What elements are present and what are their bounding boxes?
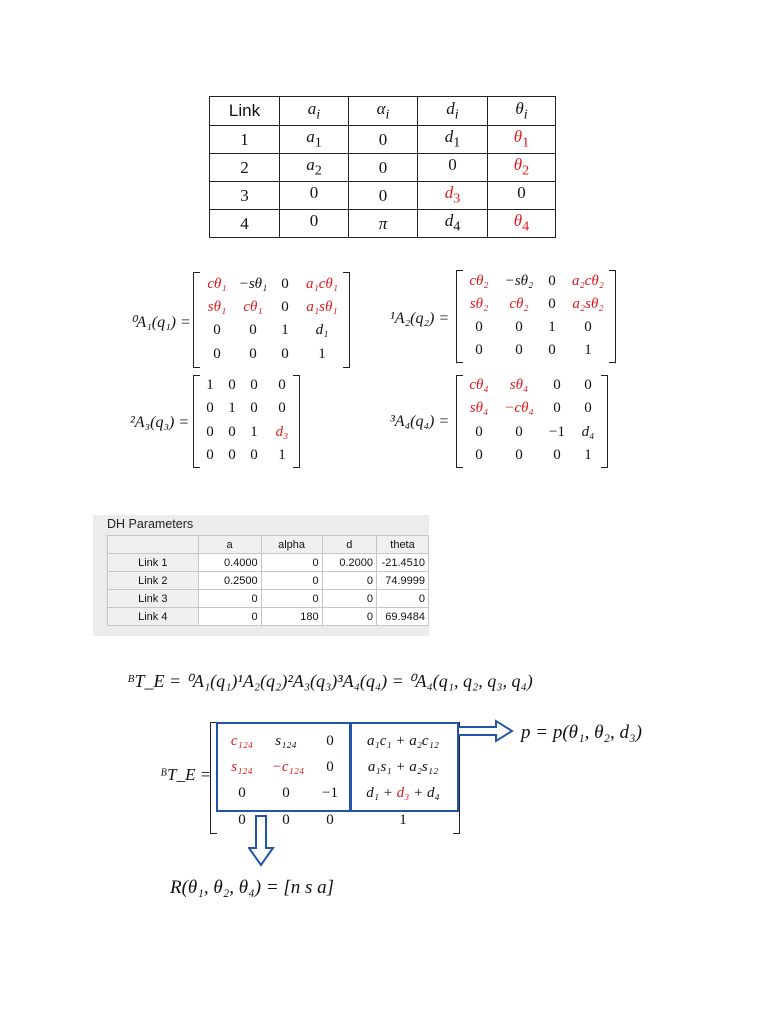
matrix-cell: 0 — [515, 424, 523, 440]
matrix-cell: sθ₁ — [207, 299, 227, 315]
table-cell[interactable]: 69.9484 — [377, 608, 429, 626]
matrix-cell: 0 — [250, 400, 258, 416]
matrix-cell: 0 — [515, 319, 523, 335]
table-header-row — [108, 536, 429, 554]
matrix-a2 — [456, 270, 616, 363]
table-cell[interactable]: 0 — [198, 590, 261, 608]
matrix-cell: a₂sθ₂ — [572, 296, 604, 312]
table-row — [108, 590, 429, 608]
matrix-cell: 0 — [249, 322, 257, 338]
matrix-cell: 0 — [278, 400, 286, 416]
matrix-cell: cθ₁ — [207, 276, 227, 292]
matrix-cell: 0 — [213, 346, 221, 362]
matrix-cell: −sθ₁ — [238, 276, 268, 292]
col-header[interactable]: theta — [377, 536, 429, 554]
matrix-cell: 0 — [281, 276, 289, 292]
cell-link: 3 — [210, 182, 280, 210]
matrix-cell: 1 — [250, 424, 258, 440]
matrix-cell: a₁cθ₁ — [306, 276, 338, 292]
cell-d: 0 — [418, 154, 488, 182]
cell-link: 4 — [210, 210, 280, 238]
panel-title: DH Parameters — [107, 517, 194, 531]
matrix-cell: −1 — [322, 785, 338, 801]
matrix-cell: 1 — [278, 447, 286, 463]
col-header-a: $a_i$ — [280, 97, 349, 126]
matrix-cell: s₁₂₄ — [231, 759, 253, 775]
matrix-a3 — [193, 375, 300, 468]
dh-parameters-table — [107, 535, 429, 626]
matrix-cell: cθ₄ — [469, 377, 489, 393]
table-row — [108, 572, 429, 590]
col-header-alpha: $\alpha_i$ — [349, 97, 418, 126]
matrix-cell: 0 — [249, 346, 257, 362]
table-cell[interactable]: 0 — [322, 572, 376, 590]
row-header[interactable]: Link 4 — [108, 608, 199, 626]
matrix-cell: 0 — [228, 377, 236, 393]
matrix-cell: 1 — [584, 342, 592, 358]
matrix-cell: cθ₂ — [469, 273, 489, 289]
col-header-theta: $\theta_i$ — [488, 97, 556, 126]
row-header[interactable]: Link 1 — [108, 554, 199, 572]
matrix-cell: 0 — [206, 400, 214, 416]
col-header-link: Link — [210, 97, 280, 126]
matrix-cell: 0 — [282, 785, 290, 801]
table-cell[interactable]: 0 — [377, 590, 429, 608]
matrix-cell: a₁sθ₁ — [306, 299, 338, 315]
matrix-a4 — [456, 375, 608, 468]
position-cell: d₁ + d₃ + d₄ — [366, 785, 440, 801]
matrix-cell: 0 — [326, 812, 334, 828]
table-row — [108, 554, 429, 572]
cell-alpha: 0 — [349, 182, 418, 210]
matrix-cell: d₄ — [581, 424, 595, 440]
dh-symbolic-table — [209, 96, 556, 238]
matrix-cell: 0 — [548, 342, 556, 358]
matrix-a2-label: ¹A₂(q₂) = — [390, 310, 450, 327]
table-cell[interactable]: 0.4000 — [198, 554, 261, 572]
cell-link: 2 — [210, 154, 280, 182]
row-header[interactable]: Link 2 — [108, 572, 199, 590]
matrix-cell: cθ₁ — [243, 299, 263, 315]
col-header-d: $d_i$ — [418, 97, 488, 126]
table-cell[interactable]: 74.9999 — [377, 572, 429, 590]
col-header[interactable]: a — [198, 536, 261, 554]
cell-a: $a_1$ — [280, 126, 349, 154]
cell-d: $d_4$ — [418, 210, 488, 238]
matrix-cell: c₁₂₄ — [230, 733, 254, 749]
position-cell: a₁s₁ + a₂s₁₂ — [367, 759, 439, 775]
matrix-cell: 0 — [584, 319, 592, 335]
matrix-cell: 0 — [281, 346, 289, 362]
matrix-cell: 0 — [548, 296, 556, 312]
table-cell[interactable]: 0 — [261, 554, 322, 572]
cell-theta: $\theta_2$ — [488, 154, 556, 182]
matrix-cell: 0 — [475, 319, 483, 335]
cell-alpha: 0 — [349, 154, 418, 182]
position-equation: p = p(θ₁, θ₂, d₃) — [521, 722, 642, 743]
matrix-cell: 1 — [206, 377, 214, 393]
matrix-cell: 0 — [250, 447, 258, 463]
matrix-cell: sθ₄ — [469, 400, 489, 416]
matrix-cell: −sθ₂ — [504, 273, 534, 289]
cell-link: 1 — [210, 126, 280, 154]
matrix-a4-label: ³A₄(q₄) = — [390, 413, 450, 430]
matrix-cell: 1 — [228, 400, 236, 416]
matrix-cell: a₂cθ₂ — [572, 273, 604, 289]
table-cell[interactable]: 0 — [261, 572, 322, 590]
matrix-cell: 1 — [584, 447, 592, 463]
matrix-cell: 0 — [553, 377, 561, 393]
matrix-cell: 0 — [281, 299, 289, 315]
matrix-cell: s₁₂₄ — [275, 733, 297, 749]
matrix-cell: 0 — [206, 424, 214, 440]
matrix-cell: −cθ₄ — [504, 400, 534, 416]
matrix-cell: 0 — [326, 759, 334, 775]
table-cell[interactable]: 0 — [198, 608, 261, 626]
cell-d: $d_3$ — [418, 182, 488, 210]
matrix-cell: 0 — [278, 377, 286, 393]
arrow-right-icon — [456, 718, 516, 744]
matrix-cell: sθ₂ — [469, 296, 489, 312]
matrix-cell: 0 — [548, 273, 556, 289]
table-cell[interactable]: 0 — [261, 590, 322, 608]
cell-alpha: 0 — [349, 126, 418, 154]
cell-a: 0 — [280, 210, 349, 238]
matrix-a3-label: ²A₃(q₃) = — [130, 414, 190, 431]
table-cell[interactable]: 0 — [322, 590, 376, 608]
cell-d: $d_1$ — [418, 126, 488, 154]
matrix-cell: −1 — [549, 424, 565, 440]
matrix-cell: 0 — [553, 400, 561, 416]
corner-cell — [108, 536, 199, 554]
matrix-cell: 1 — [318, 346, 326, 362]
matrix-cell: −c₁₂₄ — [271, 759, 305, 775]
table-cell[interactable]: 180 — [261, 608, 322, 626]
matrix-a1-label: ⁰A₁(q₁) = — [130, 314, 191, 331]
matrix-cell: 0 — [238, 785, 246, 801]
cell-alpha: π — [349, 210, 418, 238]
matrix-cell: 0 — [250, 377, 258, 393]
table-cell[interactable]: 0 — [322, 608, 376, 626]
matrix-cell: 0 — [515, 342, 523, 358]
matrix-cell: 0 — [475, 424, 483, 440]
row-header[interactable]: Link 3 — [108, 590, 199, 608]
table-header-row — [210, 97, 556, 126]
col-header[interactable]: alpha — [261, 536, 322, 554]
matrix-cell: 0 — [213, 322, 221, 338]
matrix-cell: 1 — [281, 322, 289, 338]
matrix-cell: 0 — [282, 812, 290, 828]
cell-theta: $\theta_1$ — [488, 126, 556, 154]
col-header[interactable]: d — [322, 536, 376, 554]
cell-theta: $\theta_4$ — [488, 210, 556, 238]
matrix-cell: 0 — [475, 447, 483, 463]
matrix-cell: 1 — [399, 812, 407, 828]
matrix-cell: 1 — [548, 319, 556, 335]
table-cell[interactable]: 0.2000 — [322, 554, 376, 572]
cell-a: 0 — [280, 182, 349, 210]
matrix-cell: cθ₂ — [509, 296, 529, 312]
matrix-cell: 0 — [228, 424, 236, 440]
table-row — [210, 126, 556, 154]
matrix-cell: 0 — [238, 812, 246, 828]
matrix-cell: 0 — [515, 447, 523, 463]
matrix-cell: 0 — [584, 400, 592, 416]
table-cell[interactable]: -21.4510 — [377, 554, 429, 572]
bte-label: ᴮT_E = — [160, 765, 212, 784]
matrix-cell: 0 — [584, 377, 592, 393]
cell-theta: 0 — [488, 182, 556, 210]
rotation-equation: R(θ₁, θ₂, θ₄) = [n s a] — [170, 877, 335, 898]
dh-parameters-panel — [93, 515, 429, 636]
matrix-cell: d₁ — [315, 322, 329, 338]
chain-equation: ᴮT_E = ⁰A₁(q₁)¹A₂(q₂)²A₃(q₃)³A₄(q₄) = ⁰A₄(q₁, q₂, q₃, q₄) — [127, 671, 533, 691]
position-cell: a₁c₁ + a₂c₁₂ — [366, 733, 439, 749]
matrix-cell: 0 — [206, 447, 214, 463]
matrix-a1 — [193, 272, 350, 368]
arrow-down-icon — [248, 814, 276, 868]
matrix-cell: 0 — [228, 447, 236, 463]
table-row — [108, 608, 429, 626]
matrix-cell: 0 — [475, 342, 483, 358]
matrix-cell: 0 — [553, 447, 561, 463]
table-cell[interactable]: 0.2500 — [198, 572, 261, 590]
matrix-cell: sθ₄ — [509, 377, 529, 393]
matrix-cell: d₃ — [275, 424, 289, 440]
table-row — [210, 154, 556, 182]
table-row — [210, 210, 556, 238]
matrix-cell: 0 — [326, 733, 334, 749]
table-row — [210, 182, 556, 210]
cell-a: $a_2$ — [280, 154, 349, 182]
